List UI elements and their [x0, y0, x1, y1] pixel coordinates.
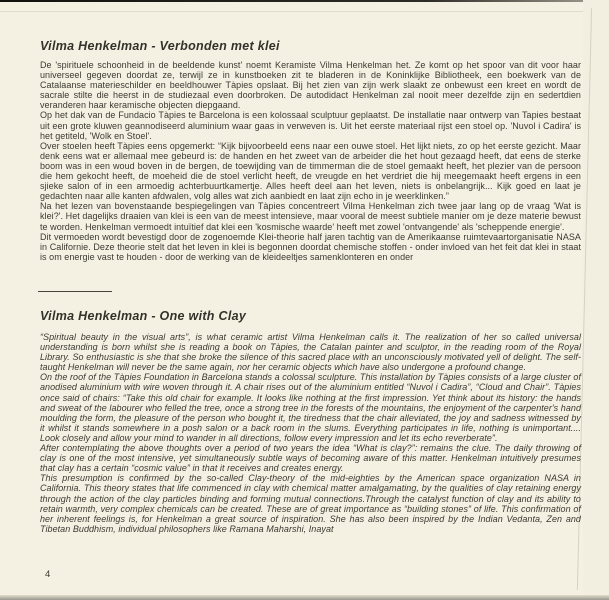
english-section-title: Vilma Henkelman - One with Clay — [40, 309, 247, 323]
scan-right-margin — [583, 0, 609, 600]
scan-bottom-edge — [0, 595, 609, 600]
scan-top-edge — [0, 0, 609, 2]
dutch-section-title: Vilma Henkelman - Verbonden met klei — [40, 39, 280, 53]
english-paragraph-1: “Spiritual beauty in the visual arts”, is what ceramic artist Vilma Henkelman calls it. The realization of her so called universal understanding is born whilst she is reading a book on Tàpies, the Catalan painter and sculptor, in the reading room of the Royal Library. So enthusiastic is she that she broke the silence of this sacred place with an unconsciously motivated yell of delight. The self-taught Henkelman will never be the same again, nor her ceramic objects which have also undergone a profound change. — [40, 332, 581, 373]
section-divider — [38, 291, 112, 292]
dutch-paragraph-5: Dit vermoeden wordt bevestigd door de zogenoemde Klei-theorie half jaren tachtig van de Amerikaanse ruimtevaartorganisatie NASA in Californie. Deze theorie stelt dat het leven in klei is begonnen doordat chemische stoffen - onder invloed van het feit dat klei in staat is om energie vast te houden - door de werking van de kleideeltjes samenklonteren en onder — [40, 231, 581, 262]
dutch-paragraph-1: De 'spirituele schoonheid in de beeldende kunst' noemt Keramiste Vilma Henkelman het. Ze komt op het spoor van dit voor haar universeel gegeven doordat ze, terwijl ze in kunstboeken zit te bladeren in de Koninklijke Bibliotheek, een boekwerk van de Catalaanse materieschilder en beeldhouwer Tàpies opslaat. Bij het zien van zijn werk slaakt ze onbewust een kreet en wordt de sacrale stilte die heerst in de studiezaal even doorbroken. De autodidact Henkelman zal nooit meer dezelfde zijn en sedertdien veranderen haar keramische objecten diepgaand. — [40, 60, 581, 111]
english-paragraph-4: This presumption is confirmed by the so-called Clay-theory of the mid-eighties by the American space organization NASA in California. This theory states that life commenced in clay with chemical matter amalgamating, by the qualities of clay retaining energy through the action of the clay particles binding and forming mutual connections.Through the catalyst function of clay and its ability to retain warmth, very complex chemicals can be created. These are of great importance as “building stones” of life. This confirmation of her inherent feelings is, for Henkelman a great source of inspiration. She has also been inspired by the Indian Vedanta, Zen and Tibetan Buddhism, individual philosophers like Ramana Maharshi, Inayat — [40, 473, 581, 534]
english-paragraph-2: On the roof of the Tàpies Foundation in Barcelona stands a colossal sculpture. This installation by Tàpies consists of a large cluster of anodised aluminium with wire woven through it. A chair rises out of the aluminium entitled “Nuvol i Cadira”, “Cloud and Chair”. Tàpies once said of chairs: “Take this old chair for example. It looks like nothing at the first impression. Yet think about its history: the hands and sweat of the labourer who felled the tree, once a strong tree in the forests of the mountains, the enjoyment of the carpenter's hand moulding the form, the pleasure of the person who bought it, the tiredness that the chair alleviated, the joy and sadness witnessed by it whilst it stands somewhere in a posh salon or a back room in the slums. Everything participates in life, nothing is unimportant.... Look closely and allow your mind to wander in all directions, follow every impression and let its echo reverberate”. — [40, 372, 581, 443]
dutch-paragraph-4: Na het lezen van bovenstaande bespiegelingen van Tàpies concentreert Vilma Henkelman zich twee jaar lang op de vraag 'Wat is klei?'. Het dagelijks draaien van klei is een van de meest intensieve, maar vooral de meest subtiele manier om je deze materie bewust te worden. Henkelman vermoedt intuïtief dat klei een 'kosmische waarde' heeft met zowel 'ontvangende' als 'scheppende energie'. — [40, 201, 581, 232]
english-paragraph-3: After contemplating the above thoughts over a period of two years the idea “What is clay?”: remains the clue. The daily throwing of clay is one of the most intensive, yet simultaneously subtle ways of becoming aware of this matter. Henkelman intuitively presumes that clay has a certain “cosmic value” in that it receives and creates energy. — [40, 443, 581, 474]
dutch-body-text — [40, 60, 581, 262]
page-number: 4 — [45, 569, 51, 580]
english-body-text — [40, 332, 581, 534]
page-top-boundary — [0, 11, 609, 12]
dutch-paragraph-2: Op het dak van de Fundacio Tàpies te Barcelona is een kolossaal sculptuur geplaatst. De installatie naar ontwerp van Tapies bestaat uit een grote kluwen geannodiseerd aluminium waar gaas in verweven is. Uit het eerste materiaal rijst een stoel op. 'Nuvol i Cadira' is het getiteld, 'Wolk en Stoel'. — [40, 110, 581, 141]
dutch-paragraph-3: Over stoelen heeft Tàpies eens opgemerkt: “Kijk bijvoorbeeld eens naar een ouwe stoel. Het lijkt niets, zo op het eerste gezicht. Maar denk eens wat er allemaal mee gebeurd is: de handen en het zweet van de arbeider die het hout gezaagd heeft, dat eens de sterke boom was in een woud boven in de bergen, de toewijding van de timmerman die de stoel gemaakt heeft, het plezier van de persoon die hem gekocht heeft, de moeheid die de stoel verlicht heeft, de vreugde en het verdriet die hij meegemaakt heeft ergens in een sjieke salon of in een armoedig achterbuurtkamertje. Alles heeft deel aan het leven, niets is onbelangrijk... Kijk goed en laat je gedachten naar alle kanten afdwalen, volg alles wat zich aanbiedt en laat zijn echo in je weerklinken.” — [40, 140, 581, 202]
